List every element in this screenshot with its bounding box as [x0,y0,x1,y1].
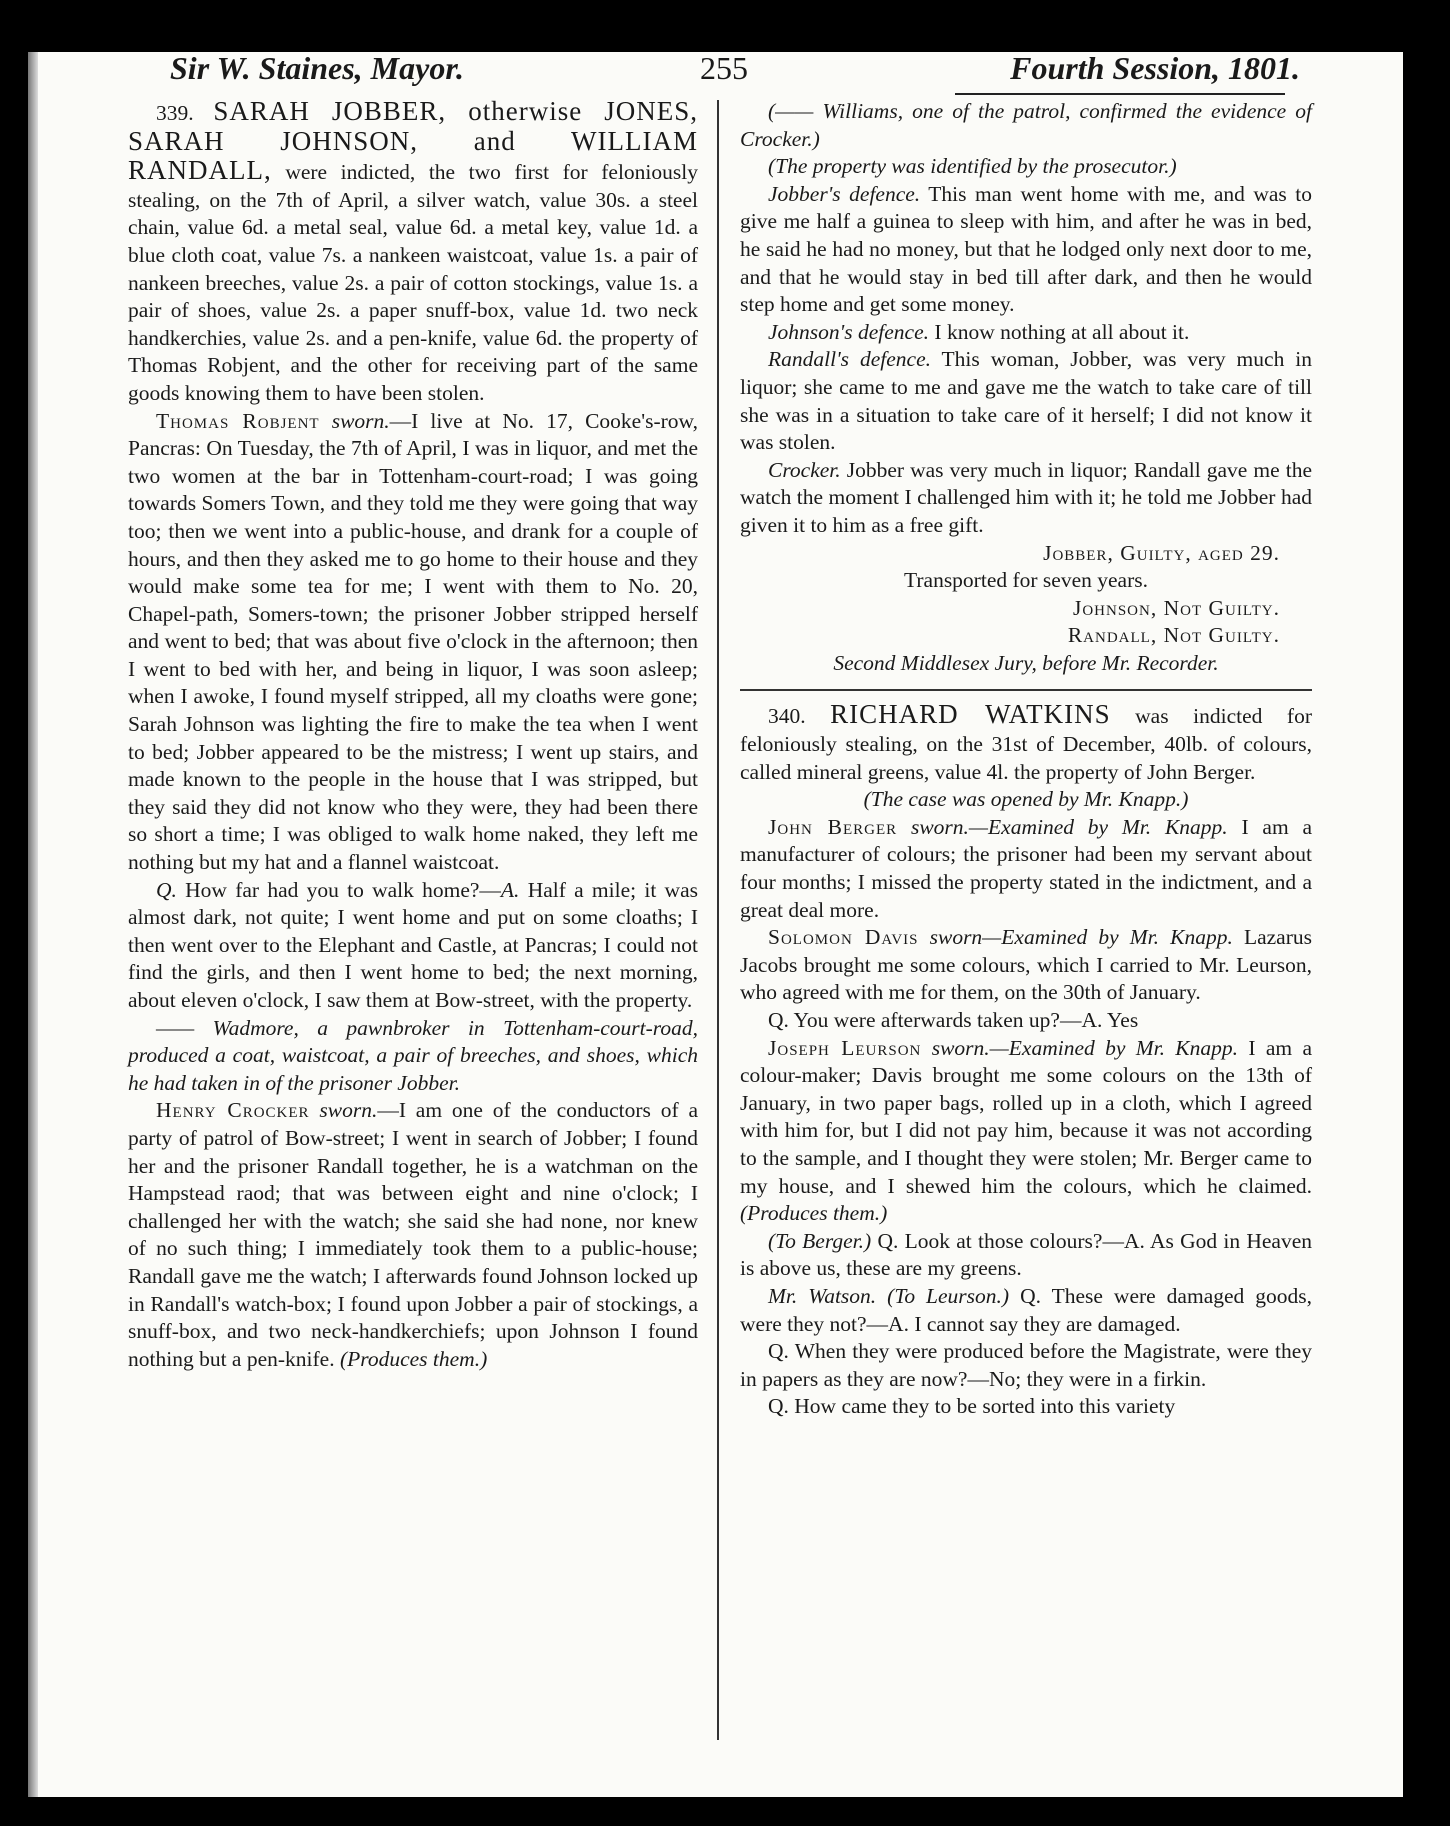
speaker-label: Mr. Watson. [768,1283,877,1308]
johnson-defence [740,319,1312,347]
header-mayor: Sir W. Staines, Mayor. [170,50,465,86]
witness-name: John Berger [768,814,898,839]
testimony-text: I am a colour-maker; Davis brought me some colours on the 13th of January, in two paper bags, rolled up in a cloth, which I agreed with him for, but I did not pay him, because it was not according to the sample, and I thought they were stolen; Mr. Berger came to my house, and I shewed him the colours, which he claimed. [740,1035,1313,1198]
leurson-testimony [740,1035,1312,1228]
witness-name: Henry Crocker [156,1098,310,1123]
reply-text: Jobber was very much in liquor; Randall gave me the watch the moment I challenged him with it; he told me Jobber had given it to him as a free gift. [740,457,1312,537]
defence-text: This man went home with me, and was to give me half a guinea to sleep with him, and after he was in bed, he said he had no money, but that he lodged only next door to me, and that he would stay in bed till after dark, and then he would step home and get some money. [740,181,1312,317]
produces-note: (Produces them.) [339,1346,488,1371]
answer-text: As God in Heaven is above us, these are my greens. [740,1228,1312,1281]
to-leurson-label: (To Leurson.) [887,1283,1010,1308]
question-text: How far had you to walk home?— [185,877,501,902]
magistrate-question: Q. When they were produced before the Magistrate, were they in papers as they are now?—No; they were in a firkin. [740,1339,1312,1391]
jury-note: Second Middlesex Jury, before Mr. Recorder. [833,650,1219,675]
identified-note: (The property was identified by the prosecutor.) [768,154,1177,179]
running-header [140,50,1320,98]
a-label: A. [500,877,520,902]
column-divider [717,100,719,1740]
header-rule [955,93,1285,95]
berger-question [740,1228,1312,1283]
defence-label: Jobber's defence. [768,181,921,206]
speaker-label: Crocker. [768,457,841,482]
robjent-testimony [128,408,698,877]
case-separator [740,689,1312,691]
verdict-randall: Randall, Not Guilty. [1067,623,1280,648]
jobber-defence [740,181,1312,319]
question-walk-home [128,877,698,1015]
defence-text: I know nothing at all about it. [934,319,1190,344]
watson-question [740,1283,1312,1338]
wadmore-note: —— Wadmore, a pawnbroker in Tottenham-court-road, produced a coat, waistcoat, a pair of breeches, and shoes, which he had taken in of the prisoner Jobber. [128,1015,698,1095]
indictment-text: was indicted for feloniously stealing, on the 31st of December, 40lb. of colours, called mineral greens, value 4l. the property of John Berger. [740,704,1312,784]
crocker-reply [740,457,1312,540]
sorted-question: Q. How came they to be sorted into this variety [768,1394,1176,1419]
testimony-text: Lazarus Jacobs brought me some colours, which I carried to Mr. Leurson, who agreed with me for them, on the 30th of January. [740,925,1313,1005]
witness-name: Thomas Robjent [156,408,320,433]
randall-defence [740,346,1312,456]
defence-label: Johnson's defence. [768,319,930,344]
defendant-name: RICHARD WATKINS [830,699,1111,730]
verdict-johnson: Johnson, Not Guilty. [1072,595,1280,620]
sworn-label: sworn.—Examined by Mr. Knapp. [910,814,1228,839]
book-spine [28,52,38,1797]
sworn-label: sworn—Examined by Mr. Knapp. [929,925,1233,950]
to-berger-label: (To Berger.) [768,1228,872,1253]
case-339-indictment [128,98,698,408]
sentence: Transported for seven years. [903,568,1148,593]
testimony-text: —I live at No. 17, Cooke's-row, Pancras: On Tuesday, the 7th of April, I was in liquor, and met the two women at the bar in Tottenham-court-road; I was going towards Somers Town, and they told me they were going that way too; then we went into a public-house, and drank for a couple of hours, and then they asked me to go home to their house and they would make some tea for me; I went with them to No. 20, Chapel-path, Somers-town; the prisoner Jobber stripped herself and went to bed; that was about five o'clock in the afternoon; then I went to bed with her, and being in liquor, I was soon asleep; when I awoke, I found myself stripped, all my cloaths were gone; Sarah Johnson was lighting the fire to make the tea when I went to bed; Jobber appeared to be the mistress; I went up stairs, and made known to the people in the house that I was stripped, but they said they did not know who they were, they had been there so short a time; I was obliged to walk home naked, they left me nothing but my hat and a flannel waistcoat. [128,408,699,875]
sworn-label: sworn. [319,1098,378,1123]
defence-text: This woman, Jobber, was very much in liquor; she came to me and gave me the watch to take care of till she was in a situation to take care of it herself; I did not know it was stolen. [740,347,1312,455]
indictment-text: were indicted, the two first for feloniously stealing, on the 7th of April, a silver watch, value 30s. a steel chain, value 6d. a metal seal, value 6d. a metal key, value 1d. a blue cloth coat, value 7s. a nankeen waistcoat, value 1s. a pair of nankeen breeches, value 2s. a pair of cotton stockings, value 1s. a pair of shoes, value 2s. a paper snuff-box, value 1d. two neck handkerchies, value 2s. and a pen-knife, value 6d. the property of Thomas Robjent, and the other for receiving part of the same goods knowing them to have been stolen. [128,160,698,405]
page-number: 255 [700,50,748,86]
left-column [128,98,698,1373]
answer-text: Half a mile; it was almost dark, not quite; I went home and put on some cloaths; I then went over to the Elephant and Castle, at Pancras; I could not find the girls, and then I went home to bed; the next morning, about eleven o'clock, I saw them at Bow-street, with the property. [128,877,698,1012]
case-number: 339. [156,101,194,125]
davis-testimony [740,924,1312,1007]
sworn-label: sworn.—Examined by Mr. Knapp. [931,1035,1239,1060]
testimony-text: I am a manufacturer of colours; the prisoner had been my servant about four months; I missed the property stated in the indictment, and a great deal more. [740,814,1313,922]
verdict-jobber: Jobber, Guilty, aged 29. [1043,540,1280,565]
crocker-testimony [128,1097,698,1373]
witness-name: Solomon Davis [768,925,919,950]
opened-note: (The case was opened by Mr. Knapp.) [863,787,1189,812]
defendant-names: SARAH JOBBER, otherwise JONES, SARAH JOHNSON, and WILLIAM RANDALL, [128,96,699,186]
question-text: Q. Look at those colours?—A. [877,1228,1145,1253]
case-number: 340. [768,704,806,729]
davis-question: Q. You were afterwards taken up?—A. Yes [768,1008,1139,1032]
header-session: Fourth Session, 1801. [1010,50,1300,86]
right-column [740,98,1312,1421]
witness-name: Joseph Leurson [768,1035,922,1060]
question-text: Q. These were damaged goods, were they not?—A. I cannot say they are damaged. [740,1283,1313,1336]
case-340-indictment [740,701,1312,786]
defence-label: Randall's defence. [768,347,931,372]
berger-testimony [740,814,1312,924]
williams-note: (—— Williams, one of the patrol, confirmed the evidence of Crocker.) [740,99,1312,151]
testimony-text: —I am one of the conductors of a party of patrol of Bow-street; I went in search of Jobber; I found her and the prisoner Randall together, he is a watchman on the Hampstead raod; that was between eight and nine o'clock; I challenged her with the watch; she said she had none, nor knew of no such thing; I immediately took them to a public-house; Randall gave me the watch; I afterwards found Johnson locked up in Randall's watch-box; I found upon Jobber a pair of stockings, a snuff-box, and two neck-handkerchiefs; upon Johnson I found nothing but a pen-knife. [128,1098,699,1371]
sworn-label: sworn. [331,408,390,433]
q-label: Q. [156,877,177,902]
produces-note: (Produces them.) [740,1201,888,1226]
